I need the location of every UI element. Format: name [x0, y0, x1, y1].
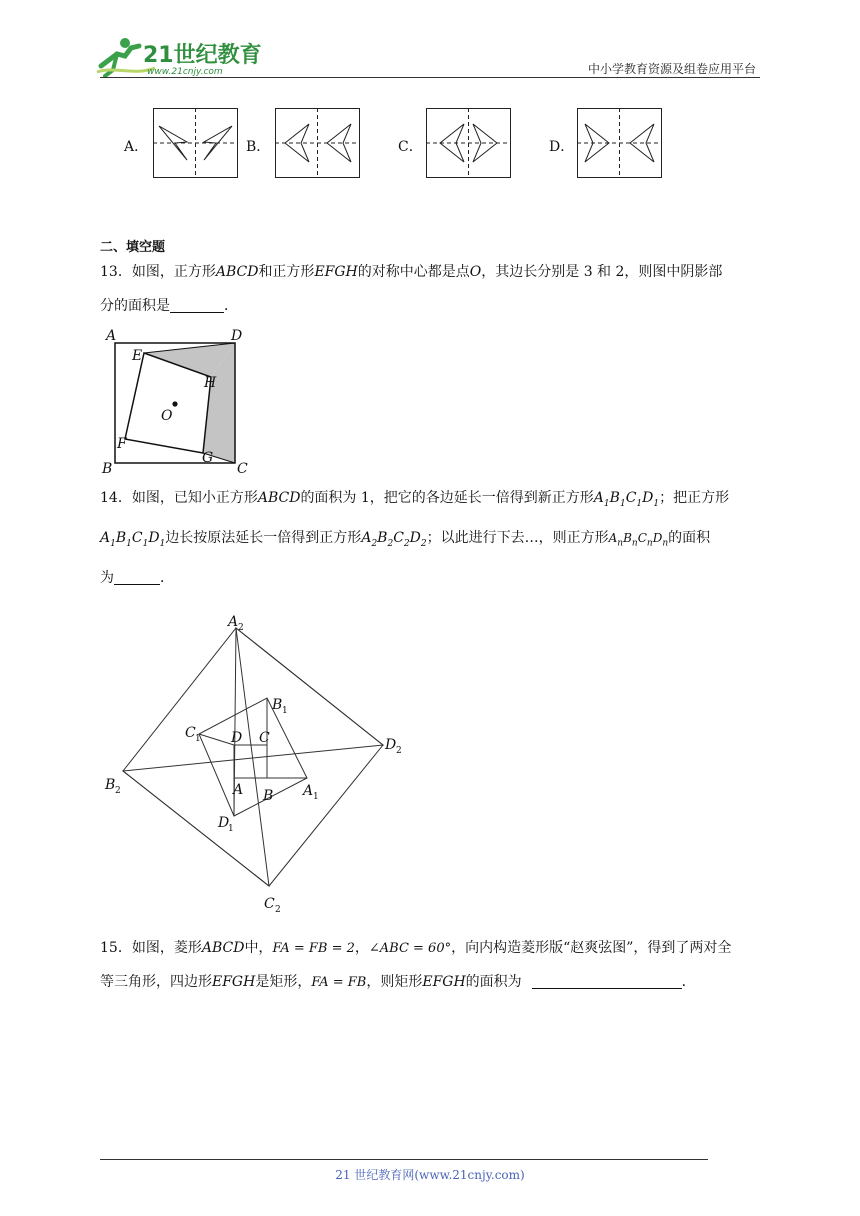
- header-divider: [100, 77, 760, 78]
- option-b-label: B．: [246, 139, 271, 155]
- q15-line1: [100, 938, 731, 959]
- site-logo: [95, 36, 265, 80]
- q13-line1: [100, 262, 722, 282]
- q13-mid: 的对称中心都是点: [357, 264, 470, 280]
- q15-comma: ，: [354, 940, 369, 956]
- q14-line3-text: 为: [100, 570, 114, 586]
- q15-post: ，向内构造菱形版“赵爽弦图”，得到了两对全: [451, 940, 732, 956]
- logo-text: 21世纪教育: [143, 43, 262, 68]
- section-title: 二、填空题: [100, 240, 166, 255]
- q14-end: ．: [160, 570, 174, 586]
- q13-label-h: H: [204, 375, 217, 391]
- q14-intro: 14．如图，已知小正方形: [100, 490, 258, 506]
- q14-line3: [100, 568, 174, 588]
- q15-line2-pre: 等三角形，四边形: [100, 974, 212, 990]
- q14-label-d2: D: [385, 737, 397, 753]
- q13-line2: [100, 296, 238, 316]
- q14-label-c: C: [259, 730, 270, 746]
- q13-post: ，其边长分别是 3 和 2，则图中阴影部: [481, 264, 723, 280]
- q15-line2-mid: 是矩形，: [255, 974, 312, 990]
- q14-sub-b2: 2: [115, 786, 121, 796]
- q13-label-c: C: [237, 461, 248, 476]
- q14-sub-b1: 1: [282, 706, 288, 716]
- q13-label-e: E: [132, 348, 143, 364]
- q15-efgh: EFGH: [212, 974, 256, 990]
- q13-label-b: B: [102, 461, 113, 476]
- q14-a1b1c1d1-2: $A_1B_1C_1D_1$: [100, 530, 166, 549]
- q13-o: O: [469, 264, 482, 280]
- q15-line2-post: 的面积为: [465, 974, 522, 990]
- q14-abcd: ABCD: [257, 490, 301, 506]
- option-c-figure[interactable]: [426, 108, 511, 178]
- q14-a1b1c1d1: $A_1B_1C_1D_1$: [593, 490, 660, 509]
- q14-sub-d1: 1: [228, 824, 234, 834]
- option-d-figure[interactable]: [577, 108, 662, 178]
- platform-name: 中小学教育资源及组卷应用平台: [587, 62, 756, 76]
- q14-line1: [100, 488, 729, 514]
- option-d-label: D．: [549, 139, 575, 155]
- q14-label-a1: A: [303, 783, 314, 799]
- q13-label-g: G: [202, 450, 214, 466]
- q13-answer-blank[interactable]: [170, 297, 224, 313]
- q14-label-b: B: [263, 788, 274, 804]
- q14-anbncndn: $A_nB_nC_nD_n$: [608, 531, 669, 549]
- q15-line2-mid2: ，则矩形: [366, 974, 423, 990]
- q15-intro: 15．如图，菱形: [100, 940, 202, 956]
- q13-line2-text: 分的面积是: [100, 298, 170, 314]
- q14-sub-c1: 1: [195, 734, 201, 744]
- q15-eq2: FA = FB: [311, 975, 367, 990]
- q15-efgh-2: EFGH: [422, 974, 466, 990]
- q14-line2-mid: 边长按原法延长一倍得到正方形: [165, 530, 362, 546]
- q14-mid: 的面积为 1，把它的各边延长一倍得到新正方形: [300, 490, 594, 506]
- footer-divider: [100, 1159, 708, 1160]
- runner-logo-icon: [95, 36, 265, 80]
- q13-label-o: O: [161, 408, 173, 424]
- q14-label-a: A: [233, 782, 244, 798]
- q14-figure: [100, 608, 410, 918]
- q13-and: 和正方形: [258, 264, 315, 280]
- q13-figure: [100, 326, 260, 476]
- q15-end: ．: [681, 974, 696, 990]
- q14-label-b2: B: [105, 777, 116, 793]
- q14-label-c2: C: [264, 896, 275, 912]
- option-a-figure[interactable]: [153, 108, 238, 178]
- q14-line2-post: ；以此进行下去…，则正方形: [426, 530, 609, 546]
- logo-url: www.21cnjy.com: [147, 67, 223, 77]
- q14-label-a2: A: [228, 614, 239, 630]
- q14-sub-a2: 2: [238, 623, 244, 633]
- q14-post: ；把正方形: [659, 490, 730, 506]
- option-c-label: C．: [398, 139, 423, 155]
- q13-end: ．: [224, 298, 238, 314]
- footer-text[interactable]: 21 世纪教育网(www.21cnjy.com): [335, 1168, 525, 1182]
- q13-abcd: ABCD: [215, 264, 259, 280]
- q14-a2b2c2d2: $A_2B_2C_2D_2$: [361, 530, 427, 549]
- q14-sub-c2: 2: [275, 905, 281, 915]
- q15-abcd: ABCD: [201, 940, 245, 956]
- q14-line2-end: 的面积: [668, 530, 711, 546]
- q13-label-d: D: [231, 328, 243, 344]
- q13-intro: 13．如图，正方形: [100, 264, 216, 280]
- q14-label-c1: C: [185, 725, 196, 741]
- q15-eq1: FA = FB = 2: [272, 941, 355, 956]
- q15-answer-blank[interactable]: [532, 973, 682, 989]
- q13-label-a: A: [106, 328, 117, 344]
- q14-sub-a1: 1: [313, 792, 319, 802]
- q15-angle: ∠ABC = 60°: [368, 941, 452, 956]
- q15-mid-a: 中，: [244, 940, 273, 956]
- q14-sub-d2: 2: [396, 746, 402, 756]
- q15-line2: [100, 972, 696, 993]
- q14-label-b1: B: [272, 697, 283, 713]
- q14-line2: [100, 528, 710, 554]
- q14-label-d1: D: [218, 815, 230, 831]
- q14-label-d: D: [231, 730, 243, 746]
- q13-label-f: F: [117, 436, 127, 452]
- q13-efgh: EFGH: [314, 264, 358, 280]
- q14-answer-blank[interactable]: [114, 569, 160, 585]
- option-a-label: A．: [124, 139, 149, 155]
- option-b-figure[interactable]: [275, 108, 360, 178]
